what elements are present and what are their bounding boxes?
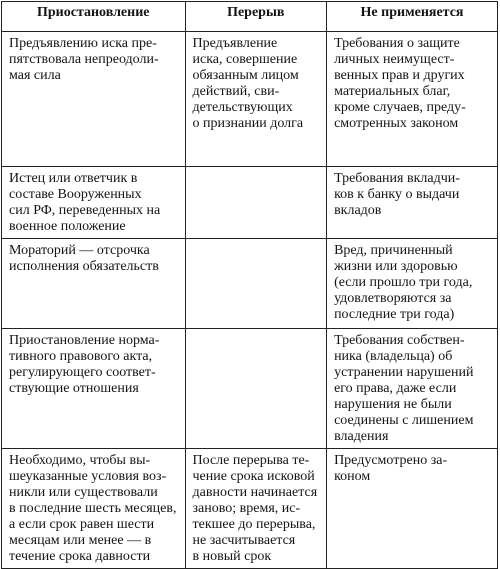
header-interruption: Перерыв bbox=[185, 2, 327, 32]
table-cell bbox=[185, 329, 327, 449]
cell-text: Требования о защите личных неимущест- венных прав и других материальных благ, кроме случаев, преду- смотренных законом bbox=[334, 36, 466, 131]
cell-text: Вред, причиненный жизни или здоровью (если прошло три года, удовлетворяются за последние три года) bbox=[334, 243, 473, 322]
table-cell bbox=[327, 449, 498, 569]
cell-text: Необходимо, чтобы вы- шеуказанные условия воз- никли или существовали в последние шесть месяцев, а если срок равен шести месяцам или менее — в течение срока давности bbox=[9, 453, 177, 564]
table-cell bbox=[2, 329, 186, 449]
table-row bbox=[2, 329, 498, 449]
table-cell bbox=[327, 32, 498, 167]
table-cell bbox=[2, 167, 186, 239]
cell-text: Истец или ответчик в составе Вооруженных сил РФ, переведенных на военное положение bbox=[9, 171, 161, 234]
cell-text: После перерыва те- чение срока исковой давности начинается заново; время, ис- текшее до перерыва, не засчитывается в новый срок bbox=[192, 453, 318, 564]
header-not-applicable: Не применяется bbox=[327, 2, 498, 32]
table-row bbox=[2, 449, 498, 569]
table-row bbox=[2, 32, 498, 167]
table-cell bbox=[327, 239, 498, 329]
cell-text: Мораторий — отсрочка исполнения обязательств bbox=[9, 243, 159, 274]
cell-text: Требования собствен- ника (владельца) об устранении нарушений его права, даже если нарушения не были соединены с лишением владения bbox=[334, 333, 474, 444]
cell-text: Требования вкладчи- ков к банку о выдачи вкладов bbox=[334, 171, 460, 218]
cell-text: Предъявлению иска пре- пятствовала непреодоли- мая сила bbox=[9, 36, 159, 83]
table-cell bbox=[185, 167, 327, 239]
table-cell bbox=[185, 239, 327, 329]
table-cell bbox=[185, 449, 327, 569]
table-cell bbox=[2, 239, 186, 329]
table-cell bbox=[185, 32, 327, 167]
cell-text: Предъявление иска, совершение обязанным лицом действий, сви- детельствующих о признании долга bbox=[192, 36, 304, 131]
table-cell bbox=[2, 449, 186, 569]
cell-text: Приостановление норма- тивного правового акта, регулирующего соответ- ствующие отношения bbox=[9, 333, 160, 396]
table-cell bbox=[327, 167, 498, 239]
header-suspension: Приостановление bbox=[2, 2, 186, 32]
table-header-row bbox=[2, 2, 498, 32]
table-cell bbox=[2, 32, 186, 167]
comparison-table bbox=[1, 1, 498, 569]
table-row bbox=[2, 239, 498, 329]
cell-text: Предусмотрено за- коном bbox=[334, 453, 448, 484]
table-row bbox=[2, 167, 498, 239]
table-cell bbox=[327, 329, 498, 449]
